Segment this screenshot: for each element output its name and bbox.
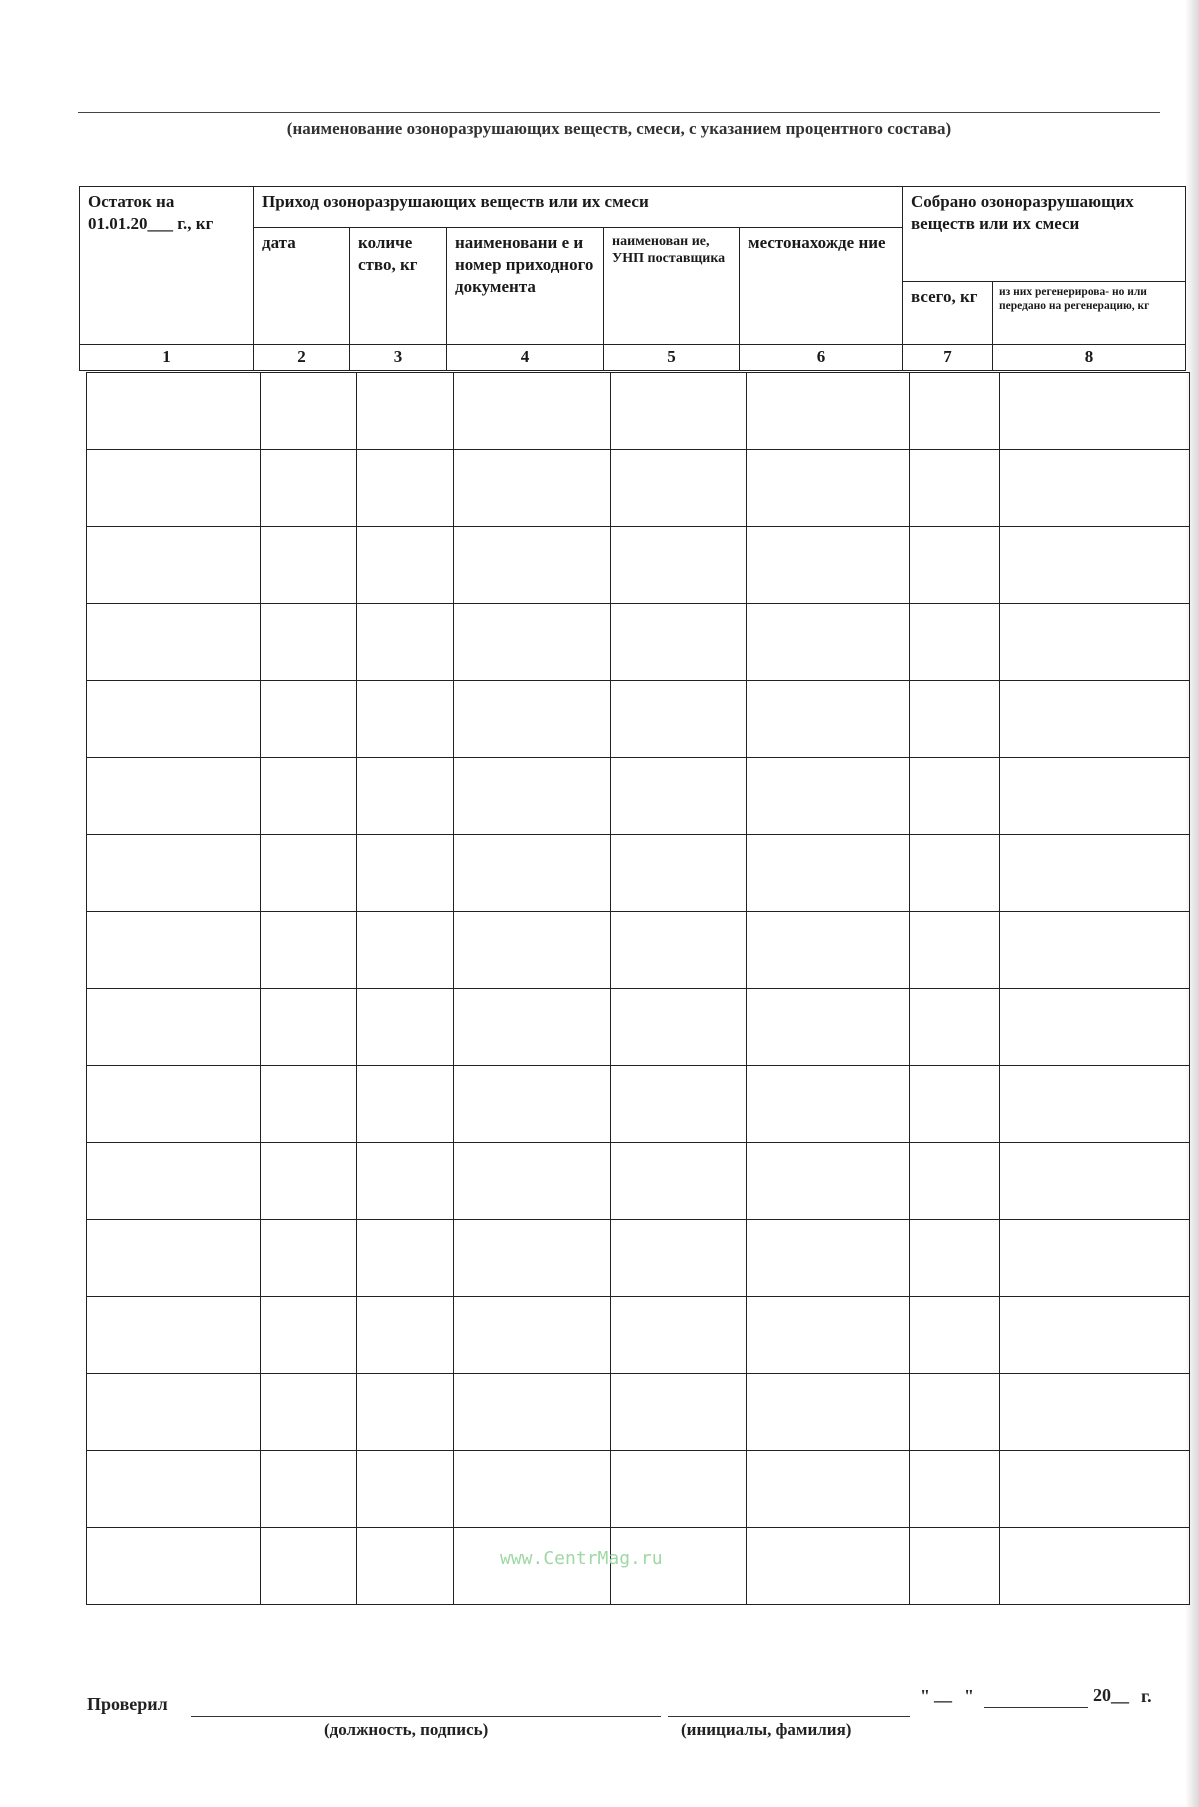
table-cell[interactable]	[357, 912, 454, 989]
column-number: 7	[903, 345, 993, 371]
table-cell[interactable]	[747, 758, 910, 835]
table-header	[79, 186, 1186, 371]
table-cell[interactable]	[87, 1451, 261, 1528]
table-cell[interactable]	[910, 373, 1000, 450]
table-cell[interactable]	[910, 758, 1000, 835]
table-cell[interactable]	[747, 604, 910, 681]
initials-caption: (инициалы, фамилия)	[681, 1720, 852, 1739]
table-cell[interactable]	[910, 835, 1000, 912]
table-cell[interactable]	[261, 912, 357, 989]
table-cell[interactable]	[1000, 373, 1190, 450]
table-cell[interactable]	[1000, 912, 1190, 989]
table-row	[87, 1143, 1190, 1220]
header-total: всего, кг	[903, 282, 993, 345]
initials-line	[668, 1716, 910, 1717]
header-quantity: количе ство, кг	[350, 228, 447, 345]
table-row	[87, 1220, 1190, 1297]
header-supplier: наименован ие, УНП поставщика	[604, 228, 740, 345]
table-cell[interactable]	[747, 1297, 910, 1374]
header-date: дата	[254, 228, 350, 345]
table-cell[interactable]	[87, 1066, 261, 1143]
table-cell[interactable]	[261, 1297, 357, 1374]
table-row	[87, 604, 1190, 681]
table-cell[interactable]	[261, 1374, 357, 1451]
table-row	[87, 1451, 1190, 1528]
column-number: 8	[993, 345, 1186, 371]
table-cell[interactable]	[611, 1297, 747, 1374]
table-cell[interactable]	[910, 1066, 1000, 1143]
table-cell[interactable]	[747, 527, 910, 604]
table-cell[interactable]	[454, 758, 611, 835]
table-cell[interactable]	[1000, 989, 1190, 1066]
table-cell[interactable]	[910, 450, 1000, 527]
table-cell[interactable]	[454, 1220, 611, 1297]
table-cell[interactable]	[611, 758, 747, 835]
table-cell[interactable]	[357, 1374, 454, 1451]
table-cell[interactable]	[1000, 1297, 1190, 1374]
table-cell[interactable]	[910, 527, 1000, 604]
table-cell[interactable]	[357, 1220, 454, 1297]
table-cell[interactable]	[261, 604, 357, 681]
table-cell[interactable]	[357, 758, 454, 835]
table-cell[interactable]	[87, 912, 261, 989]
table-cell[interactable]	[357, 681, 454, 758]
table-cell[interactable]	[454, 835, 611, 912]
table-cell[interactable]	[1000, 681, 1190, 758]
checked-label: Проверил	[87, 1694, 168, 1714]
position-signature-caption: (должность, подпись)	[324, 1720, 489, 1739]
table-cell[interactable]	[454, 450, 611, 527]
table-cell[interactable]	[357, 989, 454, 1066]
date-quote-open: "	[920, 1686, 930, 1706]
table-cell[interactable]	[87, 1220, 261, 1297]
table-cell[interactable]	[454, 527, 611, 604]
table-cell[interactable]	[357, 1528, 454, 1605]
table-cell[interactable]	[357, 1297, 454, 1374]
table-cell[interactable]	[747, 1066, 910, 1143]
table-cell[interactable]	[910, 912, 1000, 989]
table-cell[interactable]	[87, 373, 261, 450]
column-number: 4	[447, 345, 604, 371]
table-cell[interactable]	[357, 527, 454, 604]
table-cell[interactable]	[454, 1066, 611, 1143]
table-cell[interactable]	[261, 373, 357, 450]
date-month-line	[984, 1707, 1088, 1708]
column-number: 5	[604, 345, 740, 371]
table-cell[interactable]	[747, 989, 910, 1066]
table-cell[interactable]	[747, 1374, 910, 1451]
table-cell[interactable]	[611, 450, 747, 527]
table-cell[interactable]	[910, 1220, 1000, 1297]
table-cell[interactable]	[611, 373, 747, 450]
table-cell[interactable]	[747, 1451, 910, 1528]
header-regenerated: из них регенерирова- но или передано на регенерацию, кг	[993, 282, 1186, 345]
table-cell[interactable]	[87, 527, 261, 604]
table-cell[interactable]	[261, 450, 357, 527]
table-cell[interactable]	[454, 912, 611, 989]
header-remainder: Остаток на 01.01.20___ г., кг	[80, 187, 254, 345]
table-cell[interactable]	[1000, 1143, 1190, 1220]
table-cell[interactable]	[1000, 1066, 1190, 1143]
table-cell[interactable]	[357, 604, 454, 681]
position-signature-line	[191, 1716, 661, 1717]
table-cell[interactable]	[261, 758, 357, 835]
table-cell[interactable]	[747, 1528, 910, 1605]
year-prefix: 20__	[1093, 1685, 1129, 1705]
table-cell[interactable]	[611, 1143, 747, 1220]
table-cell[interactable]	[261, 1066, 357, 1143]
table-row	[87, 835, 1190, 912]
table-cell[interactable]	[1000, 835, 1190, 912]
table-cell[interactable]	[910, 1374, 1000, 1451]
date-day-blank: __	[934, 1684, 952, 1704]
table-cell[interactable]	[357, 1143, 454, 1220]
table-cell[interactable]	[261, 527, 357, 604]
table-cell[interactable]	[87, 835, 261, 912]
column-number: 2	[254, 345, 350, 371]
table-cell[interactable]	[747, 912, 910, 989]
table-cell[interactable]	[611, 527, 747, 604]
substance-name-caption: (наименование озоноразрушающих веществ, смеси, с указанием процентного состава)	[286, 119, 952, 138]
table-cell[interactable]	[910, 681, 1000, 758]
table-cell[interactable]	[261, 1220, 357, 1297]
table-row	[87, 373, 1190, 450]
table-cell[interactable]	[1000, 527, 1190, 604]
table-cell[interactable]	[611, 912, 747, 989]
table-row	[87, 1297, 1190, 1374]
table-cell[interactable]	[910, 604, 1000, 681]
table-cell[interactable]	[1000, 1220, 1190, 1297]
table-cell[interactable]	[357, 373, 454, 450]
table-cell[interactable]	[261, 1528, 357, 1605]
table-cell[interactable]	[1000, 1374, 1190, 1451]
table-cell[interactable]	[454, 989, 611, 1066]
table-cell[interactable]	[454, 1451, 611, 1528]
table-cell[interactable]	[454, 373, 611, 450]
table-row	[87, 989, 1190, 1066]
table-cell[interactable]	[454, 1143, 611, 1220]
table-cell[interactable]	[87, 1297, 261, 1374]
table-cell[interactable]	[747, 373, 910, 450]
table-cell[interactable]	[910, 1143, 1000, 1220]
table-row	[87, 681, 1190, 758]
table-cell[interactable]	[747, 1143, 910, 1220]
table-cell[interactable]	[87, 758, 261, 835]
table-cell[interactable]	[611, 681, 747, 758]
table-cell[interactable]	[747, 450, 910, 527]
header-document: наименовани е и номер приходного документа	[447, 228, 604, 345]
table-cell[interactable]	[87, 1143, 261, 1220]
table-cell[interactable]	[454, 604, 611, 681]
table-cell[interactable]	[611, 989, 747, 1066]
table-cell[interactable]	[261, 835, 357, 912]
table-cell[interactable]	[261, 1451, 357, 1528]
site-watermark: www.CentrMag.ru	[500, 1548, 663, 1569]
table-cell[interactable]	[87, 1374, 261, 1451]
table-row	[87, 450, 1190, 527]
table-cell[interactable]	[454, 1297, 611, 1374]
table-cell[interactable]	[454, 681, 611, 758]
table-cell[interactable]	[454, 1374, 611, 1451]
table-cell[interactable]	[611, 604, 747, 681]
table-cell[interactable]	[261, 989, 357, 1066]
table-cell[interactable]	[1000, 758, 1190, 835]
column-number: 6	[740, 345, 903, 371]
column-number: 3	[350, 345, 447, 371]
table-cell[interactable]	[87, 681, 261, 758]
table-cell[interactable]	[1000, 1451, 1190, 1528]
table-cell[interactable]	[910, 989, 1000, 1066]
header-income-group: Приход озоноразрушающих веществ или их смеси	[254, 187, 903, 228]
table-cell[interactable]	[910, 1528, 1000, 1605]
header-collected-group: Собрано озоноразрушающих веществ или их смеси	[903, 187, 1186, 282]
column-number: 1	[80, 345, 254, 371]
table-cell[interactable]	[87, 1528, 261, 1605]
table-cell[interactable]	[357, 1066, 454, 1143]
table-cell[interactable]	[87, 450, 261, 527]
table-cell[interactable]	[747, 1220, 910, 1297]
table-cell[interactable]	[357, 1451, 454, 1528]
table-row	[87, 1066, 1190, 1143]
year-suffix: г.	[1141, 1686, 1152, 1706]
table-cell[interactable]	[910, 1297, 1000, 1374]
table-row	[87, 912, 1190, 989]
header-location: местонахожде ние	[740, 228, 903, 345]
table-cell[interactable]	[611, 1066, 747, 1143]
table-cell[interactable]	[87, 604, 261, 681]
table-cell[interactable]	[261, 681, 357, 758]
table-cell[interactable]	[357, 835, 454, 912]
table-cell[interactable]	[1000, 1528, 1190, 1605]
table-cell[interactable]	[1000, 450, 1190, 527]
table-cell[interactable]	[1000, 604, 1190, 681]
table-body	[86, 372, 1190, 1605]
table-cell[interactable]	[611, 1374, 747, 1451]
table-cell[interactable]	[910, 1451, 1000, 1528]
table-cell[interactable]	[747, 835, 910, 912]
table-row	[87, 527, 1190, 604]
table-cell[interactable]	[261, 1143, 357, 1220]
table-cell[interactable]	[357, 450, 454, 527]
table-cell[interactable]	[611, 835, 747, 912]
table-row	[87, 758, 1190, 835]
date-quote-close: "	[964, 1686, 974, 1706]
table-row	[87, 1374, 1190, 1451]
table-cell[interactable]	[747, 681, 910, 758]
substance-name-line	[78, 112, 1160, 113]
table-cell[interactable]	[611, 1220, 747, 1297]
table-cell[interactable]	[611, 1451, 747, 1528]
table-cell[interactable]	[87, 989, 261, 1066]
